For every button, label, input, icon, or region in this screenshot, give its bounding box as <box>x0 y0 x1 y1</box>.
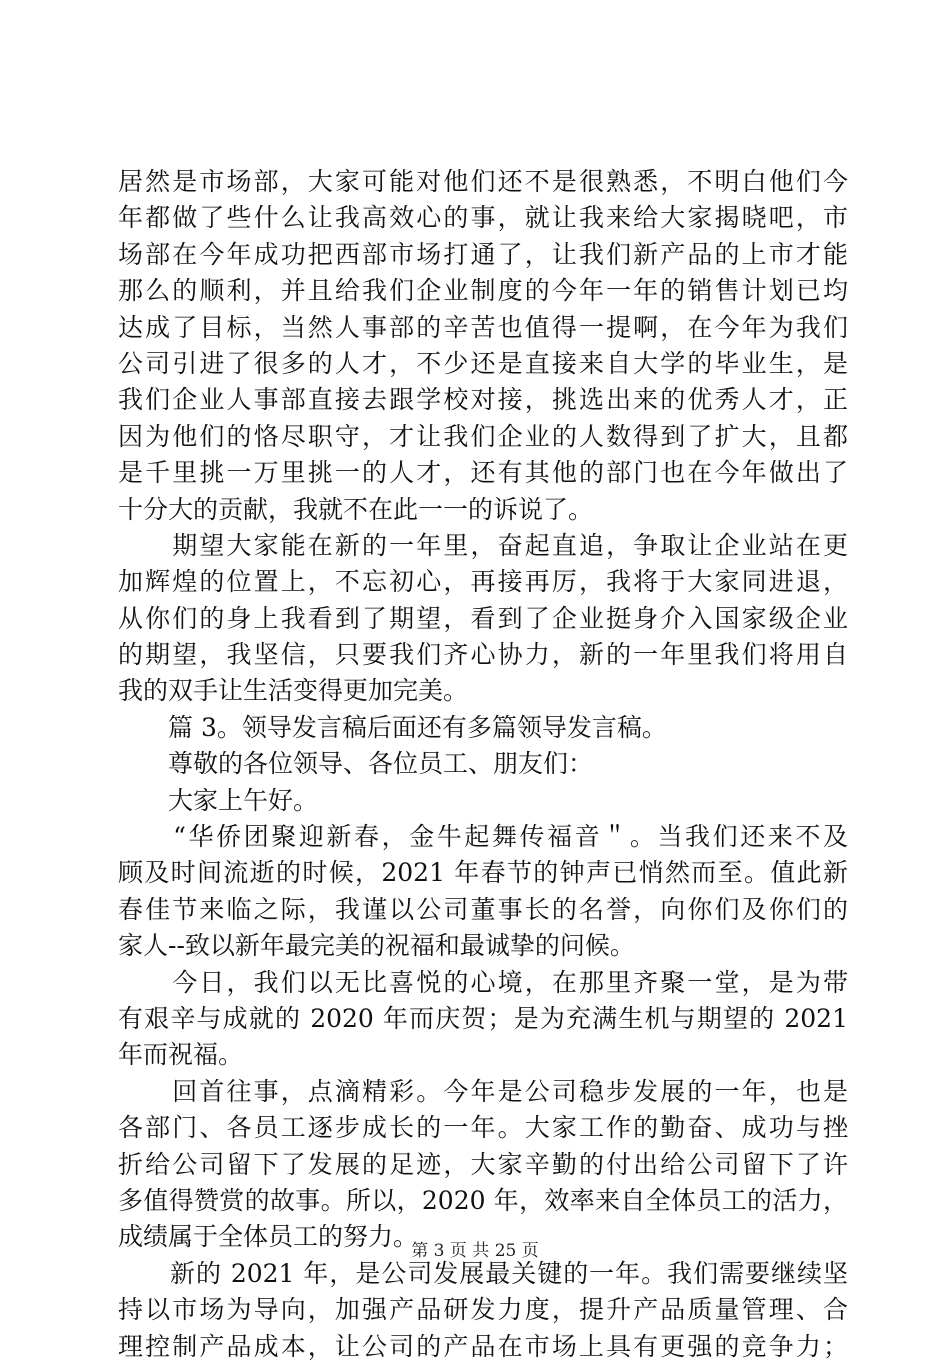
page-number-footer: 第 3 页 共 25 页 <box>411 1241 539 1261</box>
text-line: 家人--致以新年最完美的祝福和最诚挚的问候。 <box>118 931 635 961</box>
text-line: 顾及时间流逝的时候，2021 年春节的钟声已悄然而至。值此新 <box>118 858 848 888</box>
text-line: 今日，我们以无比喜悦的心境，在那里齐聚一堂，是为带 <box>118 967 848 997</box>
text-line: 回首往事，点滴精彩。今年是公司稳步发展的一年，也是 <box>118 1076 848 1106</box>
text-line: 期望大家能在新的一年里，奋起直追，争取让企业站在更 <box>118 530 848 560</box>
document-body <box>118 164 848 1365</box>
text-line: 场部在今年成功把西部市场打通了，让我们新产品的上市才能 <box>118 239 848 269</box>
text-line: 多值得赞赏的故事。所以，2020 年，效率来自全体员工的活力， <box>118 1185 848 1215</box>
text-line: 我们企业人事部直接去跟学校对接，挑选出来的优秀人才，正 <box>118 385 848 415</box>
text-line: 达成了目标，当然人事部的辛苦也值得一提啊，在今年为我们 <box>118 312 848 342</box>
text-line: 从你们的身上我看到了期望，看到了企业挺身介入国家级企业 <box>118 603 848 633</box>
text-line: 有艰辛与成就的 2020 年而庆贺；是为充满生机与期望的 2021 <box>118 1003 848 1033</box>
text-line: 加辉煌的位置上，不忘初心，再接再厉，我将于大家同进退， <box>118 567 848 597</box>
text-line: 的期望，我坚信，只要我们齐心协力，新的一年里我们将用自 <box>118 640 848 670</box>
text-line: 因为他们的恪尽职守，才让我们企业的人数得到了扩大，且都 <box>118 421 848 451</box>
text-line: 是千里挑一万里挑一的人才，还有其他的部门也在今年做出了 <box>118 458 848 488</box>
text-line: 各部门、各员工逐步成长的一年。大家工作的勤奋、成功与挫 <box>118 1113 848 1143</box>
text-line: 折给公司留下了发展的足迹，大家辛勤的付出给公司留下了许 <box>118 1149 848 1179</box>
text-line: 春佳节来临之际，我谨以公司董事长的名誉，向你们及你们的 <box>118 894 848 924</box>
text-line: 持以市场为导向，加强产品研发力度，提升产品质量管理、合 <box>118 1295 848 1325</box>
text-line: 那么的顺利，并且给我们企业制度的今年一年的销售计划已均 <box>118 276 848 306</box>
text-line: 新的 2021 年，是公司发展最关键的一年。我们需要继续坚 <box>118 1258 848 1288</box>
text-line: 尊敬的各位领导、各位员工、朋友们： <box>118 749 594 779</box>
text-line: 篇 3。领导发言稿后面还有多篇领导发言稿。 <box>118 712 667 742</box>
text-line: 大家上午好。 <box>118 785 319 815</box>
text-line: 我的双手让生活变得更加完美。 <box>118 676 469 706</box>
text-line: 居然是市场部，大家可能对他们还不是很熟悉，不明白他们今 <box>118 167 848 196</box>
text-line: 理控制产品成本，让公司的产品在市场上具有更强的竞争力； <box>118 1331 848 1361</box>
text-line: “华侨团聚迎新春，金牛起舞传福音＂。当我们还来不及 <box>118 822 848 852</box>
text-line: 年而祝福。 <box>118 1040 244 1070</box>
text-line: 年都做了些什么让我高效心的事，就让我来给大家揭晓吧，市 <box>118 203 848 233</box>
text-line: 十分大的贡献，我就不在此一一的诉说了。 <box>118 494 594 524</box>
text-line: 公司引进了很多的人才，不少还是直接来自大学的毕业生，是 <box>118 348 848 378</box>
text-line: 成绩属于全体员工的努力。 <box>118 1222 419 1252</box>
